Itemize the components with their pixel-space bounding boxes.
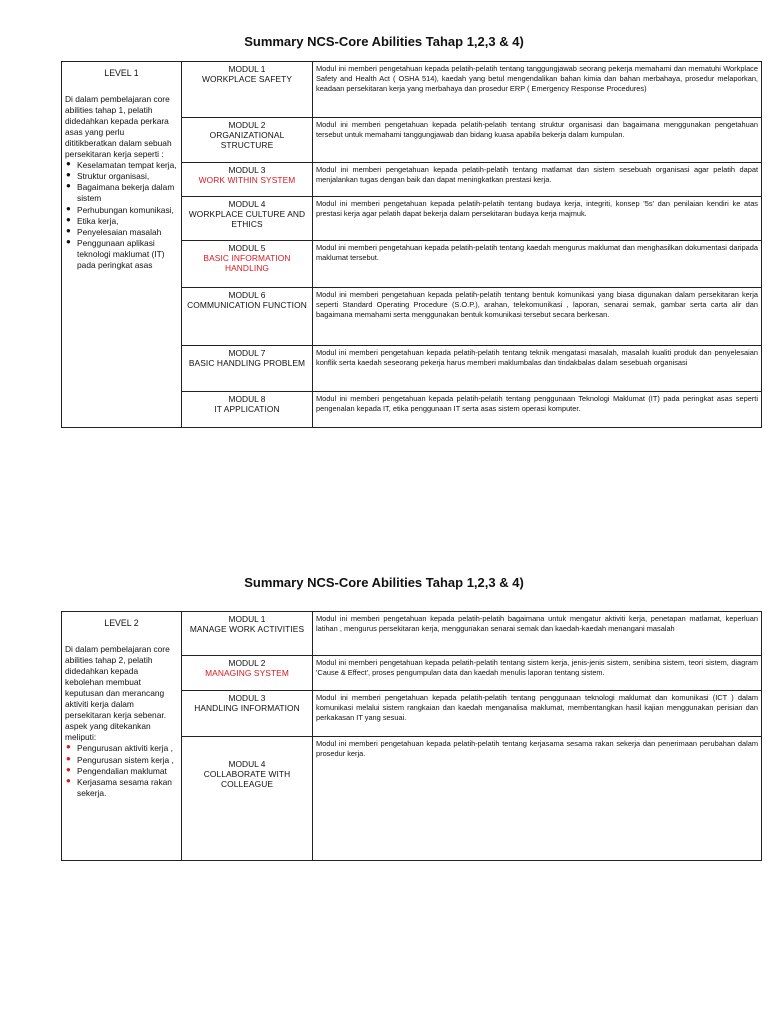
- module-cell: MODUL 4 COLLABORATE WITH COLLEAGUE: [182, 737, 313, 861]
- module-description: Modul ini memberi pengetahuan kepada pelatih-pelatih tentang matlamat dan sistem sesebuah organisasi agar pelatih dapat menjalankan tugas dengan baik dan dapat meningkatkan prestasi kerja.: [313, 163, 762, 197]
- list-item: ● Pengurusan aktiviti kerja ,: [66, 742, 173, 754]
- module-cell: MODUL 8 IT APPLICATION: [182, 392, 313, 428]
- module-description: Modul ini memberi pengetahuan kepada pelatih-pelatih tentang teknik mengatasi masalah, masalah kualiti produk dan penyelesaian konflik serta kaedah seseorang pekerja harus memberi maklumbalas dan tindakbalas dalam sesebuah organisasi: [313, 346, 762, 392]
- module-description: Modul ini memberi pengetahuan kepada pelatih-pelatih tentang kerjasama sesama rakan sekerja dan penerimaan perubahan dalam prosedur kerja.: [313, 737, 762, 861]
- module-description: Modul ini memberi pengetahuan kepada pelatih-pelatih tentang budaya kerja, integriti, konsep '5s' dan penilaian kendiri ke atas prestasi kerja agar pelatih dapat bekerja dalam persekitaran budaya kerja majmuk.: [313, 197, 762, 241]
- list-item: ● Bagaimana bekerja dalam sistem: [66, 181, 175, 204]
- bullet-icon: ●: [66, 225, 71, 235]
- bullet-icon: ●: [66, 170, 71, 180]
- list-item: ● Struktur organisasi,: [66, 170, 150, 182]
- module-cell: MODUL 3 WORK WITHIN SYSTEM: [182, 163, 313, 197]
- level-title: LEVEL 1: [104, 68, 139, 78]
- module-cell: MODUL 4 WORKPLACE CULTURE AND ETHICS: [182, 197, 313, 241]
- level-title: LEVEL 2: [104, 618, 139, 628]
- bullet-icon: ●: [66, 159, 71, 169]
- level-points-list: [65, 160, 178, 271]
- list-item: ● Penyelesaian masalah: [66, 225, 162, 237]
- level-1-description-cell: [62, 62, 182, 428]
- module-description: Modul ini memberi pengetahuan kepada pelatih-pelatih tentang bentuk komunikasi yang biasa digunakan dalam persekitaran kerja seperti Standard Operating Procedure (S.O.P.), arahan, telekomunikasi , laporan, senarai semak, gambar serta carta alir dan bagaimana memahami serta menggunakan bentuk komunikasi tersebut secara berkesan.: [313, 288, 762, 346]
- module-description: Modul ini memberi pengetahuan kepada pelatih-pelatih tentang kaedah mengurus maklumat dan menghasilkan dokumentasi daripada maklumat tersebut.: [313, 241, 762, 288]
- module-cell: MODUL 1 WORKPLACE SAFETY: [182, 62, 313, 118]
- bullet-icon: ●: [66, 742, 71, 752]
- bullet-icon: ●: [66, 753, 71, 763]
- page-title-level-2: Summary NCS-Core Abilities Tahap 1,2,3 & 4): [244, 575, 524, 590]
- module-cell: MODUL 6 COMMUNICATION FUNCTION: [182, 288, 313, 346]
- module-description: Modul ini memberi pengetahuan kepada pelatih-pelatih tentang tanggungjawab seorang pekerja memahami dan mematuhi Workplace Safety and Health Act ( OSHA 514), kaedah yang betul mengendalikan bahan kimia dan bahan merbahaya, prosedur melaporkan, keadaan persekitaran kerja yang merbahaya dan prosedur ERP ( Emergency Response Procedures): [313, 62, 762, 118]
- module-cell: MODUL 5 BASIC INFORMATION HANDLING: [182, 241, 313, 288]
- level-points-list: [65, 743, 178, 798]
- level-intro: Di dalam pembelajaran core abilities tahap 1, pelatih didedahkan kepada perkara asas yang perlu dititikberatkan dalam sebuah persekitaran kerja seperti :: [65, 93, 172, 160]
- module-cell: MODUL 1 MANAGE WORK ACTIVITIES: [182, 612, 313, 656]
- bullet-icon: ●: [66, 181, 71, 191]
- bullet-icon: ●: [66, 214, 71, 224]
- module-description: Modul ini memberi pengetahuan kepada pelatih-pelatih tentang struktur organisasi dan bagaimana menggunakan pengetahuan tersebut untuk memahami tanggungjawab dan bidang kuasa apabila bekerja dalam kumpulan.: [313, 118, 762, 163]
- list-item: ● Perhubungan komunikasi,: [66, 203, 174, 215]
- summary-table-level-2: [61, 611, 762, 861]
- bullet-icon: ●: [66, 764, 71, 774]
- list-item: ● Kerjasama sesama rakan sekerja.: [66, 775, 172, 798]
- module-description: Modul ini memberi pengetahuan kepada pelatih-pelatih tentang penggunaan Teknologi Maklumat (IT) pada peringkat asas seperti pengenalan kepada IT, etika penggunaan IT serta asas sistem operasi komputer.: [313, 392, 762, 428]
- bullet-icon: ●: [66, 203, 71, 213]
- level-2-description-cell: [62, 612, 182, 861]
- bullet-icon: ●: [66, 236, 71, 246]
- module-description: Modul ini memberi pengetahuan kepada pelatih-pelatih bagaimana untuk mengatur aktiviti kerja, penetapan matlamat, keperluan latihan , mengurus persekitaran kerja, menggunakan senarai semak dan kaedah-kaedah menangani masalah: [313, 612, 762, 656]
- list-item: ● Pengendalian maklumat: [66, 764, 167, 776]
- level-intro: Di dalam pembelajaran core abilities tahap 2, pelatih didedahkan kepada kebolehan membuat keputusan dan merancang aktiviti kerja dalam persekitaran kerja sebenar. aspek yang ditekankan meliputi:: [65, 643, 170, 743]
- module-description: Modul ini memberi pengetahuan kepada pelatih-pelatih tentang penggunaan teknologi maklumat dan komunikasi (ICT ) dalam komunikasi melalui sistem rangkaian dan kaedah menganalisa maklumat, membentangkan hasil kajian menggunakan perisian dan perkakasan IT yang sesuai.: [313, 691, 762, 737]
- module-cell: MODUL 2 ORGANIZATIONAL STRUCTURE: [182, 118, 313, 163]
- module-cell: MODUL 3 HANDLING INFORMATION: [182, 691, 313, 737]
- module-description: Modul ini memberi pengetahuan kepada pelatih-pelatih tentang sistem kerja, jenis-jenis sistem, senibina sistem, teori sistem, diagram 'Cause & Effect', proses pengumpulan data dan kaedah menulis laporan tentang sistem.: [313, 656, 762, 691]
- module-cell: MODUL 2 MANAGING SYSTEM: [182, 656, 313, 691]
- module-cell: MODUL 7 BASIC HANDLING PROBLEM: [182, 346, 313, 392]
- list-item: ● Penggunaan aplikasi teknologi maklumat (IT) pada peringkat asas: [66, 236, 165, 271]
- bullet-icon: ●: [66, 775, 71, 785]
- list-item: ● Etika kerja,: [66, 214, 119, 226]
- list-item: ● Pengurusan sistem kerja ,: [66, 753, 174, 765]
- list-item: ● Keselamatan tempat kerja,: [66, 159, 177, 171]
- summary-table-level-1: [61, 61, 762, 428]
- page-title-level-1: Summary NCS-Core Abilities Tahap 1,2,3 & 4): [244, 34, 524, 49]
